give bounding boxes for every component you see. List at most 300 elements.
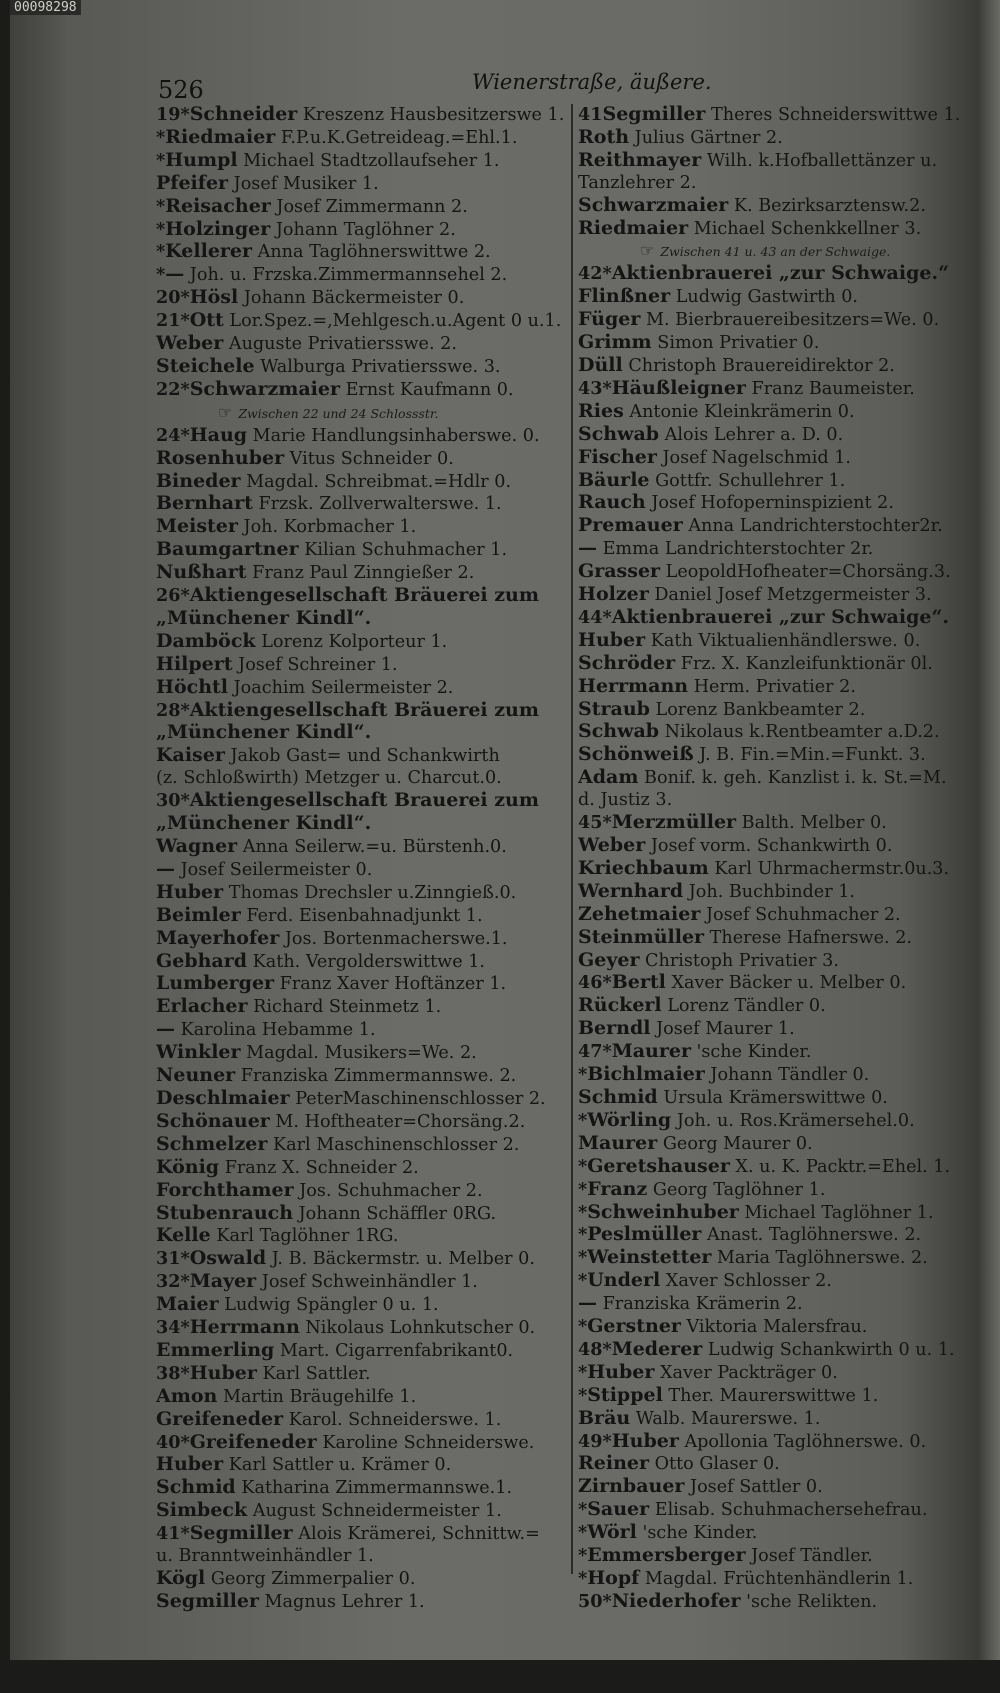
entry-details: Karl Taglöhner 1RG. <box>216 1226 399 1247</box>
surname: — <box>156 1019 175 1041</box>
surname: Schmelzer <box>156 1133 268 1155</box>
directory-entry <box>156 677 568 700</box>
directory-entry <box>578 630 970 653</box>
surname: Schwarzmaier <box>578 194 729 216</box>
directory-entry <box>156 1203 568 1226</box>
directory-entry <box>578 286 970 309</box>
surname: Reisacher <box>165 195 271 217</box>
entry-details: Ther. Maurerswittwe 1. <box>668 1385 879 1406</box>
entry-details: Bonif. k. geh. Kanzlist i. k. St.=M. <box>644 768 947 789</box>
surname: Nußhart <box>156 562 247 584</box>
entry-details: Johann Taglöhner 2. <box>275 219 456 240</box>
directory-entry <box>578 1179 970 1202</box>
surname: Huber <box>587 1361 655 1383</box>
house-number: * <box>156 149 166 171</box>
directory-entry <box>156 722 568 745</box>
directory-entry <box>578 1202 970 1225</box>
entry-details: Ludwig Schankwirth 0 u. 1. <box>707 1339 955 1360</box>
entry-details: Josef Maurer 1. <box>656 1019 795 1040</box>
directory-entry <box>156 768 568 790</box>
entry-details: Karl Sattler. <box>262 1363 371 1384</box>
surname: Weber <box>156 333 224 355</box>
entry-details: Xaver Packträger 0. <box>659 1362 838 1383</box>
entry-details: Apollonia Taglöhnerswe. 0. <box>684 1431 927 1452</box>
house-number: 50* <box>578 1590 612 1612</box>
entry-details: Ernst Kaufmann 0. <box>345 379 514 400</box>
surname: Mayer <box>189 1271 257 1293</box>
surname: Sauer <box>587 1499 650 1521</box>
house-number: 30* <box>156 790 190 812</box>
entry-details: (z. Schloßwirth) Metzger u. Charcut.0. <box>156 768 502 789</box>
entry-details: Karolina Hebamme 1. <box>180 1020 376 1041</box>
directory-entry <box>578 858 970 881</box>
directory-entry <box>156 539 568 562</box>
entry-details: 'sche Relikten. <box>746 1591 878 1612</box>
entry-details: Karol. Schneiderswe. 1. <box>288 1409 502 1430</box>
surname: Berndl <box>578 1018 651 1040</box>
house-number: * <box>578 1316 588 1338</box>
directory-entry <box>156 219 568 242</box>
directory-entry <box>578 1133 970 1156</box>
directory-entry <box>156 859 568 882</box>
house-number: 32* <box>156 1271 190 1293</box>
entry-details: Alois Lehrer a. D. 0. <box>664 424 844 445</box>
directory-entry <box>156 448 568 471</box>
surname: Huber <box>156 881 224 903</box>
scan-id-label: 00098298 <box>10 0 81 15</box>
directory-entry <box>156 790 568 813</box>
entry-details: Karoline Schneiderswe. <box>322 1432 535 1453</box>
surname: Segmiller <box>189 1523 293 1545</box>
house-number: * <box>578 1522 588 1544</box>
entry-details: Joh. u. Ros.Krämersehel.0. <box>676 1110 915 1131</box>
entry-details: PeterMaschinenschlosser 2. <box>295 1088 546 1109</box>
directory-entry <box>578 1431 970 1454</box>
page-number: 526 <box>158 76 204 104</box>
entry-details: Walburga Privatiersswe. 3. <box>260 356 501 377</box>
entry-details: Xaver Schlosser 2. <box>665 1271 832 1292</box>
surname: Schweinhuber <box>587 1201 739 1223</box>
surname: Schmid <box>156 1477 236 1499</box>
house-number: 38* <box>156 1362 190 1384</box>
entry-details: Josef Schuhmacher 2. <box>705 904 901 925</box>
entry-details: Balth. Melber 0. <box>741 813 887 834</box>
house-number: 48* <box>578 1338 612 1360</box>
surname: Roth <box>578 126 630 148</box>
directory-entry <box>578 1224 970 1247</box>
entry-details: Julius Gärtner 2. <box>634 127 783 148</box>
surname: Herrmann <box>578 675 689 697</box>
surname: Beimler <box>156 904 241 926</box>
entry-details: Franziska Krämerin 2. <box>602 1294 803 1315</box>
directory-entry <box>156 1134 568 1157</box>
directory-entry <box>156 150 568 173</box>
directory-entry <box>578 127 970 150</box>
entry-details: Christoph Privatier 3. <box>645 950 839 971</box>
surname: Huber <box>611 1430 679 1452</box>
directory-entry <box>156 1317 568 1340</box>
surname: Kriechbaum <box>578 857 709 879</box>
house-number: * <box>578 1568 588 1589</box>
surname: Schönauer <box>156 1110 270 1132</box>
entry-details: 'sche Kinder. <box>642 1523 758 1544</box>
entry-details: Joh. u. Frzska.Zimmermannsehel 2. <box>189 265 508 286</box>
surname: Wörl <box>587 1522 637 1544</box>
entry-details: Walb. Maurerswe. 1. <box>635 1408 821 1429</box>
surname: Premauer <box>578 515 683 537</box>
directory-entry <box>578 492 970 515</box>
entry-details: Lorenz Tändler 0. <box>667 996 826 1017</box>
house-number: * <box>156 218 166 240</box>
house-number: 19* <box>156 104 190 125</box>
directory-entry <box>578 676 970 699</box>
house-number: 41* <box>156 1523 190 1545</box>
entry-details: Johann Bäckermeister 0. <box>243 288 465 309</box>
entry-details: Michael Stadtzollaufseher 1. <box>243 150 500 171</box>
directory-entry <box>578 950 970 973</box>
entry-details: 'sche Kinder. <box>696 1042 812 1063</box>
surname: Grimm <box>578 332 652 354</box>
surname: Aktiengesellschaft Bräuerei zum <box>189 699 539 721</box>
adjacent-page-edge <box>978 0 1000 1660</box>
entry-details: u. Branntweinhändler 1. <box>156 1546 374 1567</box>
directory-entry <box>578 470 970 493</box>
directory-entry <box>578 812 970 835</box>
entry-details: Georg Taglöhner 1. <box>652 1179 826 1200</box>
entry-details: Gottfr. Schullehrer 1. <box>655 470 846 491</box>
surname: Aktienbrauerei „zur Schwaige.“ <box>611 263 949 285</box>
surname: Maier <box>156 1294 219 1316</box>
house-number: 40* <box>156 1431 190 1453</box>
directory-entry <box>156 1340 568 1363</box>
directory-entry <box>156 585 568 608</box>
directory-entry <box>156 333 568 356</box>
surname: Haug <box>189 424 248 446</box>
directory-entry <box>578 424 970 447</box>
surname: Zehetmaier <box>578 903 701 925</box>
directory-entry <box>156 1271 568 1294</box>
directory-entry <box>578 1316 970 1339</box>
directory-entry <box>578 1408 970 1431</box>
directory-entry <box>578 1270 970 1293</box>
entry-details: J. B. Bäckermstr. u. Melber 0. <box>271 1249 535 1270</box>
entry-details: Kreszenz Hausbesitzerswe 1. <box>302 105 565 125</box>
surname: Adam <box>578 767 639 789</box>
entry-details: Karl Sattler u. Krämer 0. <box>228 1455 452 1476</box>
directory-entry <box>578 1522 970 1545</box>
surname: Segmiller <box>156 1590 259 1612</box>
surname: Schwab <box>578 721 660 743</box>
house-number: 46* <box>578 972 612 994</box>
entry-details: Wilh. k.Hofballettänzer u. <box>706 150 938 171</box>
house-number: * <box>156 264 166 286</box>
entry-details: LeopoldHofheater=Chorsäng.3. <box>665 562 951 583</box>
directory-entry <box>156 905 568 928</box>
house-number: * <box>578 1499 588 1521</box>
surname: Underl <box>587 1270 661 1292</box>
surname: Schönweiß <box>578 744 694 766</box>
surname: Häußleigner <box>611 377 746 399</box>
surname: Holzinger <box>165 218 271 240</box>
surname: Zirnbauer <box>578 1476 685 1498</box>
right-column <box>578 104 970 1614</box>
directory-entry <box>578 607 970 630</box>
pointing-hand-icon: ☞ <box>640 241 655 261</box>
directory-entry <box>156 1157 568 1180</box>
directory-entry <box>578 104 970 127</box>
surname: Fischer <box>578 446 657 468</box>
directory-entry <box>578 332 970 355</box>
directory-entry <box>578 881 970 904</box>
directory-entry <box>156 1065 568 1088</box>
note-text: Zwischen 22 und 24 Schlossstr. <box>238 405 439 421</box>
house-number: * <box>156 126 166 148</box>
surname: Riedmaier <box>578 217 689 239</box>
directory-entry <box>156 745 568 768</box>
directory-entry <box>156 1568 568 1591</box>
column-divider <box>571 104 573 1574</box>
surname: Kellerer <box>165 241 253 263</box>
entry-details: Otto Glaser 0. <box>654 1454 780 1475</box>
entry-details: Frz. X. Kanzleifunktionär 0l. <box>680 653 933 674</box>
surname: Greifeneder <box>156 1408 284 1430</box>
entry-details: Herm. Privatier 2. <box>693 676 856 697</box>
directory-entry <box>156 1477 568 1500</box>
entry-details: Kath Viktualienhändlerswe. 0. <box>650 630 921 651</box>
surname: — <box>578 538 597 560</box>
surname: Steinmüller <box>578 926 705 948</box>
surname: Bäurle <box>578 469 650 491</box>
surname: Düll <box>578 354 623 376</box>
directory-entry <box>578 927 970 950</box>
directory-entry <box>578 790 970 812</box>
directory-entry <box>156 1432 568 1455</box>
house-number: 42* <box>578 263 612 285</box>
entry-details: Josef Nagelschmid 1. <box>662 447 852 468</box>
surname: Aktienbrauerei „zur Schwaige“. <box>611 606 949 628</box>
entry-details: Simon Privatier 0. <box>657 333 820 354</box>
directory-entry <box>578 1110 970 1133</box>
entry-details: Lorenz Kolporteur 1. <box>261 631 448 652</box>
directory-entry <box>578 1156 970 1179</box>
surname: Mederer <box>611 1338 703 1360</box>
house-number: 45* <box>578 812 612 834</box>
entry-details: Georg Maurer 0. <box>662 1133 813 1154</box>
surname: Kögl <box>156 1568 206 1589</box>
entry-details: Michael Taglöhner 1. <box>744 1202 934 1223</box>
directory-entry <box>156 1088 568 1111</box>
entry-details: K. Bezirksarztensw.2. <box>733 195 926 216</box>
surname: Schröder <box>578 652 676 674</box>
surname: — <box>578 1293 597 1315</box>
directory-entry <box>156 1409 568 1432</box>
surname: Ott <box>189 310 224 332</box>
surname: Riedmaier <box>165 126 276 148</box>
directory-entry <box>156 1248 568 1271</box>
directory-page <box>10 0 980 1660</box>
entry-details: Lor.Spez.=,Mehlgesch.u.Agent 0 u.1. <box>229 311 562 332</box>
surname: Pfeifer <box>156 172 229 194</box>
surname: Straub <box>578 698 650 720</box>
surname: Weinstetter <box>587 1247 712 1269</box>
surname: Rosenhuber <box>156 447 285 469</box>
surname: Maurer <box>578 1132 658 1154</box>
surname: Gerstner <box>587 1316 681 1338</box>
directory-entry <box>578 195 970 218</box>
directory-entry <box>578 721 970 744</box>
surname: Niederhofer <box>611 1590 741 1612</box>
surname: Wernhard <box>578 880 684 902</box>
entry-details: J. B. Fin.=Min.=Funkt. 3. <box>699 745 926 766</box>
entry-details: Kilian Schuhmacher 1. <box>304 540 508 561</box>
entry-details: Nikolaus k.Rentbeamter a.D.2. <box>664 722 940 743</box>
entry-details: Marie Handlungsinhaberswe. 0. <box>252 425 540 446</box>
running-head: Wienerstraße, äußere. <box>472 70 712 94</box>
house-number: 34* <box>156 1317 190 1339</box>
house-number: * <box>578 1109 588 1131</box>
directory-entry <box>156 196 568 219</box>
surname: Merzmüller <box>611 812 737 834</box>
surname: Forchthamer <box>156 1179 294 1201</box>
entry-details: Xaver Bäcker u. Melber 0. <box>671 973 907 994</box>
directory-entry <box>156 631 568 654</box>
entry-details: F.P.u.K.Getreideag.=Ehl.1. <box>280 127 518 148</box>
directory-entry <box>156 1225 568 1248</box>
directory-entry <box>156 1363 568 1386</box>
entry-details: Thomas Drechsler u.Zinngieß.0. <box>228 882 517 903</box>
directory-entry <box>156 356 568 379</box>
directory-entry <box>578 561 970 584</box>
surname: Damböck <box>156 630 256 652</box>
entry-details: Vitus Schneider 0. <box>289 448 454 469</box>
entry-details: Christoph Brauereidirektor 2. <box>628 355 895 376</box>
directory-entry <box>156 379 568 402</box>
directory-entry <box>156 1019 568 1042</box>
surname: Schwarzmaier <box>189 378 340 400</box>
directory-entry <box>578 1362 970 1385</box>
entry-details: Josef Seilermeister 0. <box>180 859 373 880</box>
directory-entry <box>578 150 970 173</box>
entry-details: Josef Musiker 1. <box>233 173 379 194</box>
entry-details: Magnus Lehrer 1. <box>264 1591 425 1612</box>
surname: Hösl <box>189 287 239 309</box>
surname: Ries <box>578 400 624 422</box>
surname: Rückerl <box>578 995 662 1017</box>
entry-details: Magdal. Musikers=We. 2. <box>246 1043 477 1064</box>
surname: Schneider <box>189 104 298 125</box>
left-column <box>156 104 568 1614</box>
surname: Steichele <box>156 355 255 377</box>
entry-details: Johann Tändler 0. <box>710 1065 870 1086</box>
directory-entry <box>156 1546 568 1568</box>
directory-entry <box>156 1386 568 1409</box>
entry-details: Auguste Privatiersswe. 2. <box>228 334 457 355</box>
entry-details: August Schneidermeister 1. <box>252 1501 502 1522</box>
surname: Segmiller <box>602 104 706 125</box>
directory-entry <box>156 996 568 1019</box>
directory-entry <box>578 835 970 858</box>
entry-details: Katharina Zimmermannswe.1. <box>241 1478 513 1499</box>
house-number: 31* <box>156 1248 190 1270</box>
entry-details: Franz Paul Zinngießer 2. <box>252 563 475 584</box>
entry-details: Mart. Cigarrenfabrikant0. <box>279 1340 514 1361</box>
entry-details: Kath. Vergolderswittwe 1. <box>252 951 486 972</box>
directory-entry <box>156 1454 568 1477</box>
surname: Stippel <box>587 1384 663 1406</box>
entry-details: Karl Maschinenschlosser 2. <box>273 1134 520 1155</box>
entry-details: Jakob Gast= und Schankwirth <box>230 746 500 767</box>
surname: Baumgartner <box>156 539 299 561</box>
entry-details: Magdal. Schreibmat.=Hdlr 0. <box>246 471 512 492</box>
house-number: * <box>578 1178 588 1200</box>
surname: Neuner <box>156 1065 236 1087</box>
surname: Bernhart <box>156 493 253 515</box>
directory-entry <box>578 309 970 332</box>
house-number: * <box>578 1361 588 1383</box>
entry-details: Anna Seilerw.=u. Bürstenh.0. <box>242 837 507 857</box>
surname: Bräu <box>578 1407 631 1429</box>
entry-details: Lorenz Bankbeamter 2. <box>655 699 866 720</box>
directory-entry <box>578 1453 970 1476</box>
entry-details: Joh. Korbmacher 1. <box>243 517 417 538</box>
directory-entry <box>578 378 970 401</box>
entry-details: Josef Hofoperninspizient 2. <box>651 493 894 514</box>
house-number: * <box>578 1270 588 1292</box>
house-number: * <box>578 1384 588 1406</box>
surname: Wörling <box>587 1109 672 1131</box>
directory-entry <box>578 1339 970 1362</box>
surname: Stubenrauch <box>156 1202 294 1224</box>
surname: Huber <box>189 1362 257 1384</box>
directory-entry <box>156 928 568 951</box>
directory-entry <box>156 608 568 631</box>
surname: „Münchener Kindl“. <box>156 607 372 629</box>
surname: Grasser <box>578 561 661 583</box>
directory-entry <box>578 1087 970 1110</box>
section-note <box>578 240 970 263</box>
entry-details: Anna Landrichterstochter2r. <box>688 516 943 537</box>
directory-entry <box>578 584 970 607</box>
entry-details: Joachim Seilermeister 2. <box>233 677 454 698</box>
entry-details: Tanzlehrer 2. <box>578 172 697 193</box>
surname: Winkler <box>156 1042 241 1064</box>
entry-details: Anast. Taglöhnerswe. 2. <box>707 1225 922 1246</box>
directory-entry <box>156 562 568 585</box>
surname: Füger <box>578 309 641 331</box>
house-number: 49* <box>578 1430 612 1452</box>
note-text: Zwischen 41 u. 43 an der Schwaige. <box>660 244 891 260</box>
directory-entry <box>156 973 568 996</box>
surname: Huber <box>156 1454 224 1476</box>
house-number: 20* <box>156 287 190 309</box>
directory-entry <box>156 493 568 516</box>
directory-entry <box>578 515 970 538</box>
surname: Erlacher <box>156 996 248 1018</box>
entry-details: Franz Xaver Hoftänzer 1. <box>279 974 507 995</box>
directory-entry <box>578 1385 970 1408</box>
entry-details: Josef Zimmermann 2. <box>276 196 468 217</box>
entry-details: Josef vorm. Schankwirth 0. <box>650 836 893 856</box>
directory-entry <box>578 767 970 790</box>
directory-entry <box>156 1591 568 1614</box>
surname: Geretshauser <box>587 1155 730 1177</box>
surname: König <box>156 1156 220 1178</box>
directory-entry <box>578 218 970 241</box>
entry-details: Ursula Krämerswittwe 0. <box>663 1087 888 1108</box>
directory-entry <box>156 287 568 310</box>
entry-details: Elisab. Schuhmachersehefrau. <box>654 1500 928 1521</box>
directory-entry <box>156 516 568 539</box>
